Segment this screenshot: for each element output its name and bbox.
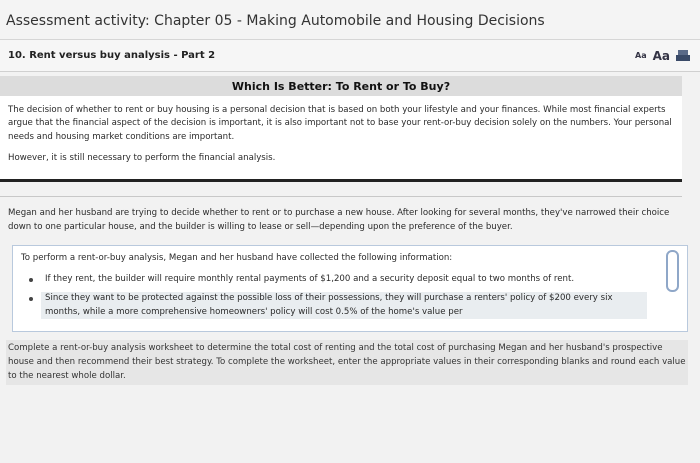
intro-note: However, it is still necessary to perform the financial analysis. xyxy=(8,152,276,163)
scenario-text: Megan and her husband are trying to decide whether to rent or to purchase a new house. After looking for several months, they've narrowed their choice down to one particular house, and the builder is willing to lease or sell—depending upon the preference of the buyer. xyxy=(0,196,682,235)
list-item: Since they want to be protected against the possible loss of their possessions, they will purchase a renters' policy of $200 every six months, while a more comprehensive homeowners' policy will cost 0.5% of the home's value per xyxy=(41,292,647,319)
window-title: Assessment activity: Chapter 05 - Making Automobile and Housing Decisions xyxy=(0,0,700,40)
question-toolbar xyxy=(635,49,690,63)
instruction-text: Complete a rent-or-buy analysis worksheet to determine the total cost of renting and the total cost of purchasing Megan and her husband's prospective house and then recommend their best strategy. To complete the worksheet, enter the appropriate values in their corresponding blanks and round each value to the nearest whole dollar. xyxy=(6,340,688,385)
intro-panel xyxy=(0,96,682,182)
increase-font-button[interactable]: Aa xyxy=(652,48,670,63)
print-icon[interactable] xyxy=(676,50,690,62)
info-lead: To perform a rent-or-buy analysis, Megan and her husband have collected the following information: xyxy=(21,252,453,263)
scroll-handle[interactable] xyxy=(666,250,679,292)
decrease-font-button[interactable]: Aa xyxy=(635,51,647,60)
info-box xyxy=(12,245,688,332)
list-item: If they rent, the builder will require monthly rental payments of $1,200 and a security deposit equal to two months of rent. xyxy=(41,273,647,286)
info-list xyxy=(21,273,647,319)
question-header xyxy=(0,40,700,72)
section-heading: Which Is Better: To Rent or To Buy? xyxy=(0,76,682,96)
question-title: 10. Rent versus buy analysis - Part 2 xyxy=(8,50,216,61)
intro-paragraph: The decision of whether to rent or buy housing is a personal decision that is based on both your lifestyle and your finances. While most financial experts argue that the financial aspect of the decision is important, it is also important not to base your rent-or-buy decision solely on the numbers. Your personal needs and housing market conditions are important. xyxy=(8,105,672,142)
